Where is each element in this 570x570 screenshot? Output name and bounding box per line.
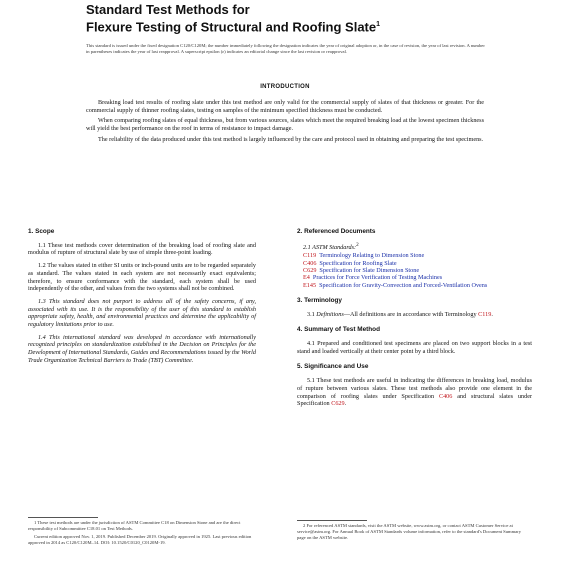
title-line-2 [86,17,526,34]
paragraph-1-1: 1.1 These test methods cover determination of the breaking load of roofing slate and modulus of rupture of structural slate by use of simple three-point loading. [28,241,256,257]
paragraph-1-3: 1.3 This standard does not purport to address all of the safety concerns, if any, associated with its use. It is the responsibility of the user of this standard to establish appropriate safety, health, and environmental practices and determine the applicability of regulatory limitations prior to use. [28,297,256,329]
title-line-1: Standard Test Methods for [86,2,250,17]
document-title [86,2,526,34]
section-heading-terminology: 3. Terminology [297,296,342,304]
reference-title-link[interactable]: Terminology Relating to Dimension Stone [319,252,425,260]
paragraph-4-1: 4.1 Prepared and conditioned test specimens are placed on two support blocks in a test stand and loaded vertically at their center point by a third block. [297,340,532,355]
footnotes-right [297,523,529,543]
astm-footnote-mark: 2 [356,241,359,248]
reference-item[interactable] [297,260,532,267]
paragraph-1-2: 1.2 The values stated in either SI units or inch-pound units are to be regarded separately as standard. The values stated in each system are not necessarily exact equivalents; therefore, to ensure conformance with the standard, each system shall be used independently of the other, and values from the two systems shall not be combined. [28,262,256,293]
reference-code-link[interactable]: C119 [303,252,317,260]
paragraph-1-4: 1.4 This international standard was developed in accordance with internationally recognized principles on standardization established in the Decision on Principles for the Development of International Standards, Guides and Recommendations issued by the World Trade Organization Technical Barriers to Trade (TBT) Committee. [28,333,256,364]
reference-title-link[interactable]: Specification for Slate Dimension Stone [319,267,420,275]
footnote-2: 2 For referenced ASTM standards, visit the ASTM website, www.astm.org, or contact ASTM Customer Service at service@astm.org. For Annual Book of ASTM Standards volume information, refer to the standard's Document Summary page on the ASTM website. [297,523,522,540]
astm-standards-label: 2.1 ASTM Standards: [303,243,357,251]
intro-paragraph: When comparing roofing slates of equal thickness, but from various sources, slates which meet the required breaking load at the lowest specimen thickness will yield the best performance on the roof in terms of resistance to impact damage. [86,117,484,133]
reference-title-link[interactable]: Practices for Force Verification of Testing Machines [312,274,443,282]
footnote-divider-left [28,517,98,518]
reference-title-link[interactable]: Specification for Roofing Slate [319,259,397,267]
terminology-reference-link[interactable]: C119 [478,310,492,318]
section-heading-summary: 4. Summary of Test Method [297,326,380,334]
paragraph-3-1: 3.1 Definitions—All definitions are in accordance with Terminology C119. [307,310,493,318]
definitions-label: Definitions [316,310,344,318]
paragraph-3-1-number: 3.1 [307,310,315,318]
title-footnote-mark: 1 [376,21,381,28]
title-line-2-text: Flexure Testing of Structural and Roofing Slate [86,19,377,35]
designation-notice: This standard is issued under the fixed designation C120/C120M; the number immediately following the designation indicates the year of original adoption or, in the case of revision, the year of last revision. A number in parentheses indicates the year of last reapproval. A superscript epsilon (ε) indicates an editorial change since the last revision or reapproval. [86,43,485,54]
reference-title-link[interactable]: Specification for Gravity-Convection and Forced-Ventilation Ovens [319,281,488,289]
specification-c406-link[interactable]: C406 [438,392,453,400]
intro-paragraph: Breaking load test results of roofing slate under this test method are only valid for the commercial supply of slates of that thickness or greater. For the commercial supply of thinner roofing slates, testing on samples of the minimum specified thickness must be conducted. [86,99,484,114]
right-column [297,228,532,413]
reference-code-link[interactable]: C629 [303,267,317,275]
intro-paragraph: The reliability of the data produced under this test method is largely influenced by the care and protocol used in obtaining and preparing the test specimens. [98,135,484,143]
section-heading-referenced-documents: 2. Referenced Documents [297,228,376,235]
introduction-body [86,99,484,147]
paragraph-3-1-text: —All definitions are in accordance with Terminology [343,310,477,318]
specification-c629-link[interactable]: C629 [331,400,345,408]
paragraph-5-1: 5.1 These test methods are useful in indicating the differences in breaking load, modulus of rupture between various slates. These test methods also provide one element in the comparison of roofing slates under Specification C406 and structural slates under Specification C629. [297,377,533,408]
paragraph-5-1-mid: and structural slates under Specification [297,392,533,408]
section-heading-scope: 1. Scope [28,228,55,235]
section-heading-significance: 5. Significance and Use [297,363,369,371]
reference-item[interactable] [297,267,532,274]
footnote-divider-right [297,520,367,521]
reference-code-link[interactable]: C406 [303,259,317,267]
left-column [28,228,256,370]
footnote-edition: Current edition approved Nov. 1, 2019. Published December 2019. Originally approved in 1925. Last previous edition approved in 2014 as C120/C120M–14. DOI: 10.1520/C0120_C0120M-19. [28,534,252,545]
reference-item[interactable] [297,274,532,281]
reference-code-link[interactable]: E145 [303,281,317,289]
reference-item[interactable] [297,252,532,259]
footnote-1: 1 These test methods are under the jurisdiction of ASTM Committee C18 on Dimension Stone and are the direct responsibility of Subcommittee C18.01 on Test Methods. [28,520,241,531]
reference-item[interactable] [297,282,532,289]
footnotes-left [28,520,256,548]
introduction-heading: INTRODUCTION [260,84,310,90]
astm-standards-intro [297,242,532,252]
reference-code-link[interactable]: E4 [303,274,310,282]
paragraph-5-1-text: 5.1 These test methods are useful in indicating the differences in breaking load, modulus of rupture between various slates. These test methods also provide one element in the comparison of roofing slates under Specification [297,377,532,400]
